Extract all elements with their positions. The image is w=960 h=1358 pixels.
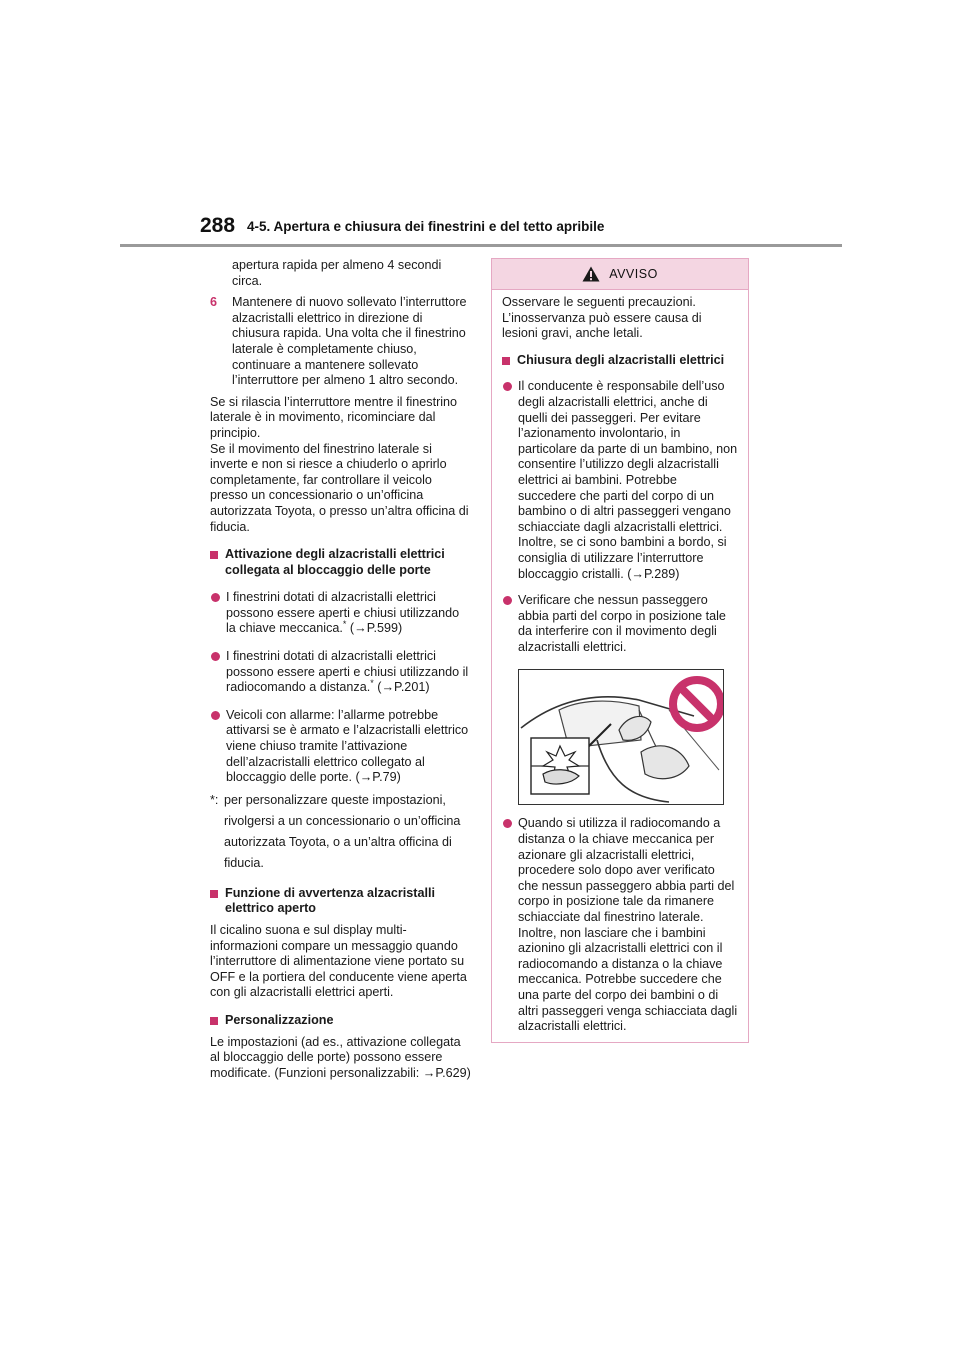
- square-bullet-icon: [502, 357, 510, 365]
- warning-subhead: [502, 353, 738, 369]
- footnote: [210, 790, 472, 874]
- subhead-door-lock: [210, 547, 472, 578]
- window-pinch-illustration: [518, 669, 724, 805]
- footnote-star: *: [370, 678, 374, 689]
- warning-title: AVVISO: [609, 267, 658, 281]
- subhead-open-warning: [210, 886, 472, 917]
- subhead-text: Attivazione degli alzacristalli elettrici collegata al bloccaggio delle porte: [225, 547, 445, 577]
- footnote-star: *: [342, 619, 347, 630]
- bullet-text: Veicoli con allarme: l’allarme potrebbe attivarsi se è armato e l’alzacristalli elettrico viene chiuso tramite l’attivazione dell’alzacristalli elettrico collegato al bloccaggio delle porte. (→P.79): [226, 707, 469, 785]
- bullet-text: Il conducente è responsabile dell’uso degli alzacristalli elettrici, anche di quelli dei passeggeri. Per evitare l’azionamento involontario, in particolare da parte di un bambino, non consentire l’utilizzo degli alzacristalli elettrici ai bambini. Potrebbe succedere che parti del corpo di un bambino o di altri passeggeri vengano schiacciate dagli alzacristalli elettrici. Inoltre, se ci sono bambini a bordo, si consiglia di utilizzare l’interruttore bloccaggio cristalli. (→P.289): [518, 379, 738, 581]
- bullet-text: I finestrini dotati di alzacristalli elettrici possono essere aperti e chiusi utilizzando la chiave meccanica.: [226, 590, 460, 636]
- bullet-dot-icon: [211, 711, 220, 720]
- square-bullet-icon: [210, 551, 218, 559]
- bullet-dot-icon: [211, 593, 220, 602]
- header-rule: [120, 244, 842, 247]
- list-item: [502, 379, 738, 582]
- subhead-text: Personalizzazione: [225, 1012, 334, 1027]
- warning-intro: Osservare le seguenti precauzioni. L’inosservanza può essere causa di lesioni gravi, anche letali.: [502, 295, 702, 341]
- warning-body: [492, 290, 748, 1035]
- page-reference-link[interactable]: (→P.599): [349, 621, 403, 636]
- square-bullet-icon: [210, 890, 218, 898]
- list-item: [502, 816, 738, 1034]
- page-number: 288: [200, 214, 236, 237]
- footnote-mark: *:: [210, 792, 219, 807]
- list-item: [210, 708, 472, 786]
- step-text: Mantenere di nuovo sollevato l’interruttore alzacristalli elettrico in direzione di chiusura rapida. Una volta che il finestrino laterale è completamente chiuso, continuare a mantenere sollevato l’interruttore per almeno 1 altro secondo.: [232, 295, 467, 388]
- footnote-text: per personalizzare queste impostazioni, rivolgersi a un concessionario o un’officina autorizzata Toyota, o a un’altra officina di fiducia.: [224, 792, 461, 870]
- intro-text: apertura rapida per almeno 4 secondi circa.: [232, 258, 442, 288]
- bullet-dot-icon: [211, 652, 220, 661]
- bullet-text: Quando si utilizza il radiocomando a distanza o la chiave meccanica per azionare gli alzacristalli elettrici, procedere solo dopo aver verificato che nessun passeggero abbia parti del corpo in posizione tale da rimanere schiacciate dal finestrino laterale. Inoltre, non lasciare che i bambini azionino gli alzacristalli elettrici con il radiocomando a distanza o la chiave meccanica. Potrebbe succedere che una parte del corpo dei bambini o di altri passeggeri venga schiacciata dagli alzacristalli elettrici.: [518, 816, 738, 1034]
- paragraph-customization: Le impostazioni (ad es., attivazione collegata al bloccaggio delle porte) possono essere modificate. (Funzioni personalizzabili: →P.629): [210, 1034, 471, 1080]
- list-item: [502, 593, 738, 655]
- warning-box: [491, 258, 749, 1043]
- paragraph-restart: Se si rilascia l’interruttore mentre il finestrino laterale è in movimento, ricominciare dal principio.: [210, 394, 458, 440]
- bullet-dot-icon: [503, 382, 512, 391]
- paragraph-buzzer: Il cicalino suona e sul display multi-informazioni compare un messaggio quando l’interruttore di alimentazione viene portato su OFF e la portiera del conducente viene aperta con gli alzacristalli elettrici aperti.: [210, 923, 467, 1000]
- section-title: 4-5. Apertura e chiusura dei finestrini e del tetto apribile: [247, 219, 605, 234]
- paragraph-dealer: Se il movimento del finestrino laterale si inverte e non si riesce a chiuderlo o aprirlo completamente, far controllare il veicolo presso un concessionario o un’officina autorizzata Toyota, o presso un’altra officina di fiducia.: [210, 441, 469, 534]
- warning-header: [492, 259, 748, 290]
- page-reference-link[interactable]: (→P.201): [377, 680, 430, 695]
- warning-triangle-icon: [582, 266, 600, 282]
- step-number: 6: [210, 295, 218, 310]
- bullet-text: Verificare che nessun passeggero abbia parti del corpo in posizione tale da interferire con il movimento degli alzacristalli elettrici.: [518, 593, 726, 654]
- bullet-dot-icon: [503, 596, 512, 605]
- square-bullet-icon: [210, 1017, 218, 1025]
- bullet-text: I finestrini dotati di alzacristalli elettrici possono essere aperti e chiusi utilizzando il radiocomando a distanza.: [226, 649, 469, 695]
- subhead-text: Chiusura degli alzacristalli elettrici: [517, 352, 725, 367]
- left-column: [210, 258, 472, 1081]
- list-item: [210, 590, 472, 637]
- subhead-text: Funzione di avvertenza alzacristalli elettrico aperto: [225, 885, 435, 916]
- bullet-dot-icon: [503, 819, 512, 828]
- step-6: [210, 295, 472, 389]
- list-item: [210, 649, 472, 696]
- subhead-customization: [210, 1013, 472, 1029]
